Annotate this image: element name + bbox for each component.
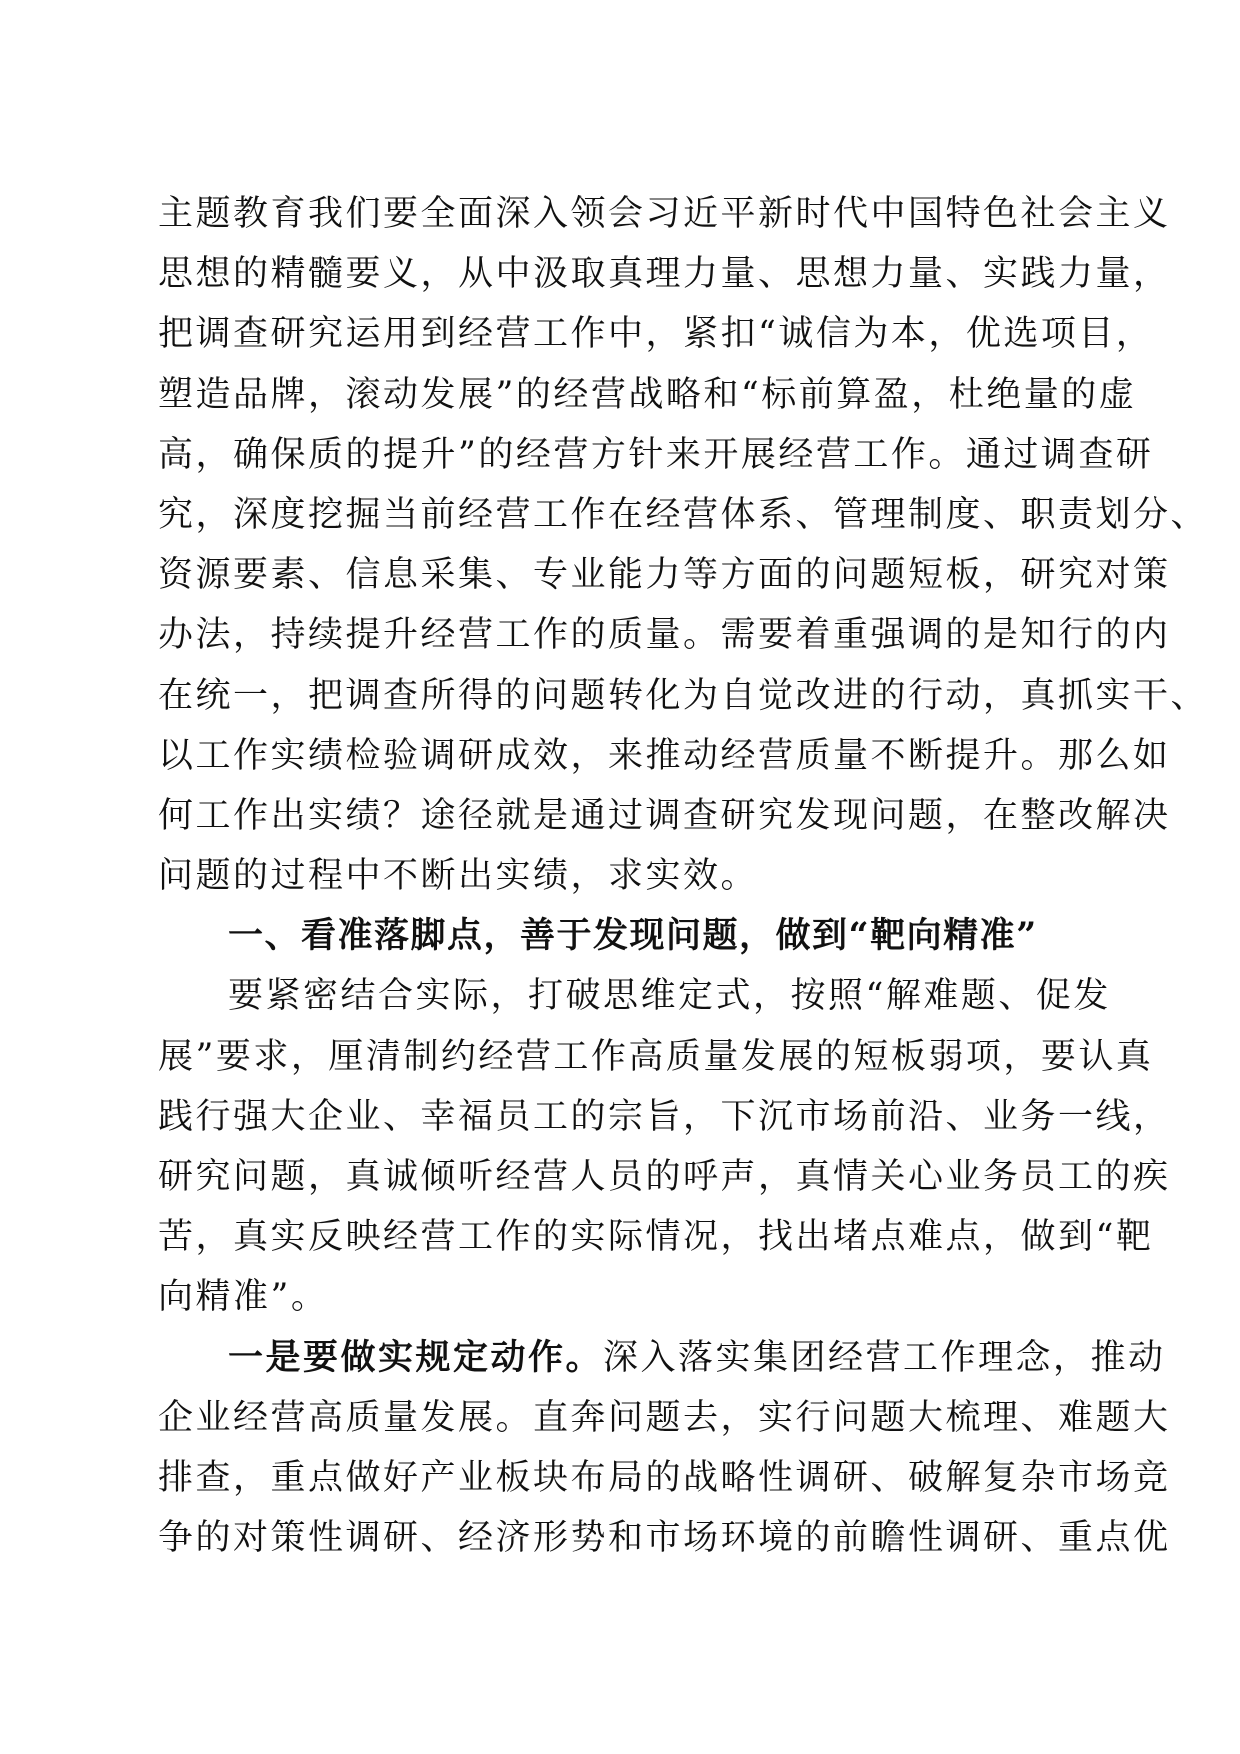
- paragraph-line: 在统一，把调查所得的问题转化为自觉改进的行动，真抓实干、: [158, 675, 1209, 716]
- paragraph-line: 塑造品牌，滚动发展”的经营战略和“标前算盈，杜绝量的虚: [158, 374, 1137, 415]
- document-body: [158, 184, 1209, 1568]
- paragraph-line: 问题的过程中不断出实绩，求实效。: [158, 856, 759, 897]
- paragraph-line: 排查，重点做好产业板块布局的战略性调研、破解复杂市场竞: [158, 1457, 1171, 1498]
- paragraph-line: 争的对策性调研、经济形势和市场环境的前瞻性调研、重点优: [158, 1518, 1171, 1559]
- paragraph-line: 研究问题，真诚倾听经营人员的呼声，真情关心业务员工的疾: [158, 1157, 1171, 1197]
- paragraph-line: 究，深度挖掘当前经营工作在经营体系、管理制度、职责划分、: [158, 494, 1209, 535]
- paragraph-line: 把调查研究运用到经营工作中，紧扣“诚信为本，优选项目，: [158, 314, 1154, 355]
- paragraph-line: 办法，持续提升经营工作的质量。需要着重强调的是知行的内: [158, 615, 1171, 656]
- paragraph-line: 企业经营高质量发展。直奔问题去，实行问题大梳理、难题大: [158, 1397, 1171, 1438]
- paragraph-line: 思想的精髓要义，从中汲取真理力量、思想力量、实践力量，: [158, 254, 1171, 295]
- section-heading: 一、看准落脚点，善于发现问题，做到“靶向精准”: [228, 915, 1038, 957]
- point-lead-rest: 深入落实集团经营工作理念，推动: [603, 1337, 1166, 1378]
- point-lead-bold: 一是要做实规定动作。: [228, 1336, 604, 1378]
- paragraph-line: 资源要素、信息采集、专业能力等方面的问题短板，研究对策: [158, 555, 1171, 596]
- paragraph-line: 主题教育我们要全面深入领会习近平新时代中国特色社会主义: [158, 194, 1171, 234]
- paragraph-line: 高，确保质的提升”的经营方针来开展经营工作。通过调查研: [158, 434, 1154, 475]
- paragraph-line: 要紧密结合实际，打破思维定式，按照“解难题、促发: [228, 976, 1111, 1017]
- paragraph-line: 践行强大企业、幸福员工的宗旨，下沉市场前沿、业务一线，: [158, 1096, 1171, 1137]
- paragraph-line: 苦，真实反映经营工作的实际情况，找出堵点难点，做到“靶: [158, 1217, 1154, 1258]
- paragraph-line: 展”要求，厘清制约经营工作高质量发展的短板弱项，要认真: [158, 1036, 1154, 1077]
- paragraph-line: 以工作实绩检验调研成效，来推动经营质量不断提升。那么如: [158, 735, 1171, 776]
- point-paragraph-first-line: [158, 1328, 1166, 1388]
- paragraph-line: 向精准”。: [158, 1277, 329, 1318]
- paragraph-line: 何工作出实绩？途径就是通过调查研究发现问题，在整改解决: [158, 795, 1171, 836]
